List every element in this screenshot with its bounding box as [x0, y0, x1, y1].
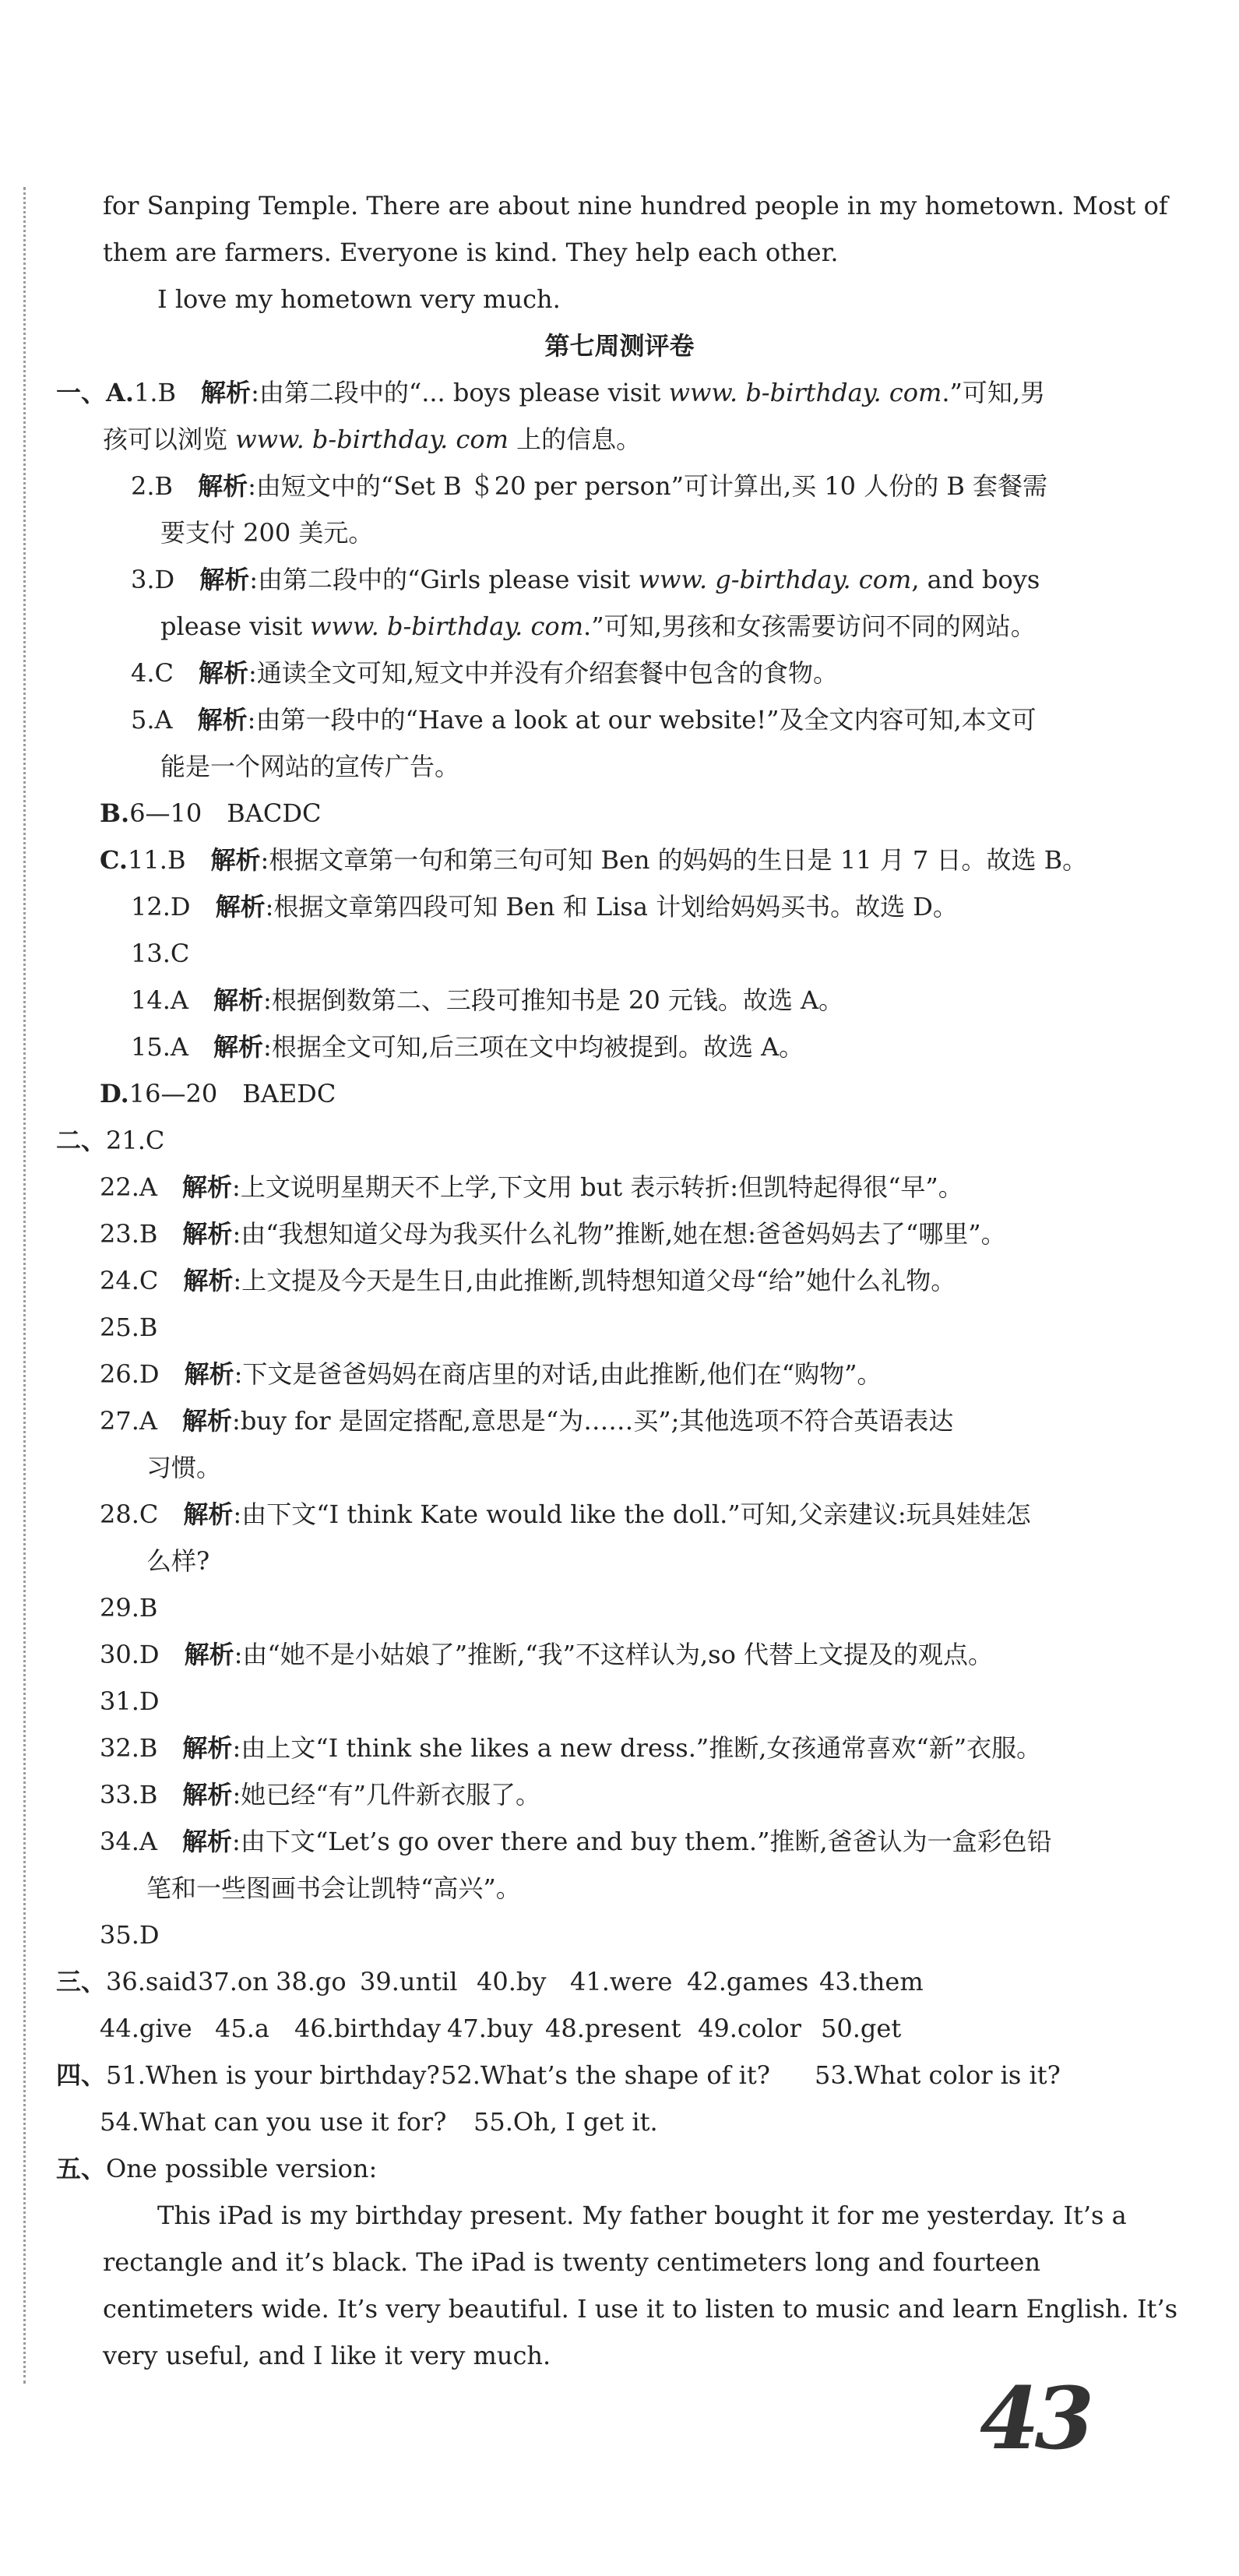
q3-text-b: , and boys: [911, 565, 1040, 594]
part1-b-answers: 6—10 BACDC: [129, 798, 322, 828]
q22-line: [100, 1164, 963, 1210]
q34-tag: 解析: [182, 1827, 233, 1856]
part4-row-2: [100, 2099, 658, 2145]
q12-text: :根据文章第四段可知 Ben 和 Lisa 计划给妈妈买书。故选 D。: [265, 892, 958, 922]
q15-num: 15.A: [131, 1032, 188, 1062]
answer-55: 55.Oh, I get it.: [473, 2107, 658, 2137]
q24-line: [100, 1257, 956, 1304]
q25-line: 25.B: [100, 1313, 158, 1342]
q30-text: :由“她不是小姑娘了”推断,“我”不这样认为,so 代替上文提及的观点。: [234, 1640, 994, 1669]
q26-line: [100, 1351, 882, 1397]
q2-line-2: 要支付 200 美元。: [160, 518, 374, 548]
q29-line: 29.B: [100, 1593, 158, 1623]
intro-line-3: I love my hometown very much.: [157, 284, 561, 314]
q1-line2-a: 孩可以浏览: [103, 425, 236, 454]
q1-url: www. b-birthday. com: [668, 378, 942, 407]
q4-line-1: [131, 650, 838, 696]
q12-line: [131, 883, 958, 930]
q27-line-2: 习惯。: [146, 1453, 222, 1482]
q24-tag: 解析: [183, 1266, 234, 1295]
q22-text: :上文说明星期天不上学,下文用 but 表示转折:但凯特起得很“早”。: [232, 1172, 963, 1202]
q3-tag: 解析: [199, 565, 250, 594]
q5-line-2: 能是一个网站的宣传广告。: [160, 752, 460, 781]
q30-num: 30.D: [100, 1640, 160, 1669]
q1-line-1: [56, 369, 1045, 416]
q33-num: 33.B: [100, 1780, 158, 1810]
answer-37: 37.on: [198, 1967, 269, 1996]
answer-41: 41.were: [570, 1967, 673, 1996]
q21-num: 21.C: [106, 1126, 165, 1155]
q28-tag: 解析: [183, 1499, 234, 1529]
q11-num: 11.B: [128, 845, 186, 875]
answer-38: 38.go: [276, 1967, 347, 1996]
q32-line: [100, 1725, 1041, 1771]
part1-c-label: C.: [100, 845, 128, 875]
q2-tag: 解析: [198, 471, 248, 501]
q2-num: 2.B: [131, 471, 174, 501]
q27-num: 27.A: [100, 1406, 157, 1436]
q35-line: 35.D: [100, 1920, 160, 1950]
q11-line: [100, 837, 1087, 883]
q30-line: [100, 1631, 993, 1678]
q13-line: 13.C: [131, 939, 190, 968]
part3-row-1: [56, 1958, 924, 2005]
q1-line2-b: 上的信息。: [508, 425, 642, 454]
q34-text: :由下文“Let’s go over there and buy them.”推断,爸爸认为一盒彩色铅: [232, 1827, 1052, 1856]
answer-39: 39.until: [360, 1967, 458, 1996]
q28-line-1: [100, 1491, 1031, 1538]
part2-marker: 二、: [56, 1126, 107, 1155]
answer-49: 49.color: [698, 2014, 801, 2043]
part1-a-label: A.: [106, 378, 134, 407]
q1-num: 1.B: [133, 378, 177, 407]
q32-num: 32.B: [100, 1733, 158, 1763]
q4-num: 4.C: [131, 658, 174, 688]
part1-b-label: B.: [100, 798, 130, 828]
q28-text: :由下文“I think Kate would like the doll.”可知,父亲建议:玩具娃娃怎: [233, 1499, 1031, 1529]
q26-num: 26.D: [100, 1359, 160, 1389]
q3-num: 3.D: [131, 565, 175, 594]
essay-line-2: rectangle and it’s black. The iPad is twenty centimeters long and fourteen: [103, 2247, 1041, 2277]
page-number: 43: [980, 2368, 1090, 2469]
answer-54: 54.What can you use it for?: [100, 2107, 447, 2137]
q1-text-b: .”可知,男: [942, 378, 1046, 407]
part5-heading: [56, 2145, 377, 2192]
q1-text-a: :由第二段中的“... boys please visit: [251, 378, 669, 407]
q2-text: :由短文中的“Set B ＄20 per person”可计算出,买 10 人份的 B 套餐需: [248, 471, 1048, 501]
q2-line-1: [131, 463, 1047, 509]
q23-text: :由“我想知道父母为我买什么礼物”推断,她在想:爸爸妈妈去了“哪里”。: [232, 1219, 1006, 1249]
q14-tag: 解析: [213, 985, 264, 1015]
q11-tag: 解析: [210, 845, 261, 875]
q14-line: [131, 977, 843, 1024]
q26-text: :下文是爸爸妈妈在商店里的对话,由此推断,他们在“购物”。: [234, 1359, 882, 1389]
q3-line2-url: www. b-birthday. com: [310, 611, 584, 641]
q3-line-1: [131, 556, 1040, 603]
q1-line2-url: www. b-birthday. com: [235, 425, 509, 454]
q30-tag: 解析: [184, 1640, 234, 1669]
answer-47: 47.buy: [447, 2014, 533, 2043]
q24-text: :上文提及今天是生日,由此推断,凯特想知道父母“给”她什么礼物。: [233, 1266, 956, 1295]
part5-heading-text: One possible version:: [106, 2154, 378, 2183]
q5-line-1: [131, 696, 1037, 743]
q4-text: :通读全文可知,短文中并没有介绍套餐中包含的食物。: [248, 658, 839, 688]
q12-num: 12.D: [131, 892, 191, 922]
answer-53: 53.What color is it?: [815, 2060, 1061, 2090]
q21-line: [56, 1117, 164, 1164]
q3-line-2: [160, 603, 1036, 650]
q33-line: [100, 1771, 540, 1818]
q14-num: 14.A: [131, 985, 188, 1015]
q27-text: :buy for 是固定搭配,意思是“为……买”;其他选项不符合英语表达: [232, 1406, 954, 1436]
answer-44: 44.give: [100, 2014, 192, 2043]
q34-num: 34.A: [100, 1827, 157, 1856]
answer-45: 45.a: [215, 2014, 269, 2043]
q5-num: 5.A: [131, 705, 173, 735]
essay-line-3: centimeters wide. It’s very beautiful. I use it to listen to music and learn English. It’s: [103, 2294, 1178, 2324]
essay-line-1: This iPad is my birthday present. My father bought it for me yesterday. It’s a: [157, 2201, 1127, 2230]
answer-42: 42.games: [687, 1967, 809, 1996]
q27-line-1: [100, 1397, 953, 1444]
part4-row-1: [56, 2052, 1061, 2099]
q12-tag: 解析: [215, 892, 266, 922]
q14-text: :根据倒数第二、三段可推知书是 20 元钱。故选 A。: [263, 985, 844, 1015]
part1-b: [100, 790, 322, 837]
dotted-cut-line: [23, 187, 26, 2384]
q5-text: :由第一段中的“Have a look at our website!”及全文内容可知,本文可: [247, 705, 1037, 735]
q22-tag: 解析: [182, 1172, 233, 1202]
q33-text: :她已经“有”几件新衣服了。: [232, 1780, 540, 1810]
intro-line-2: them are farmers. Everyone is kind. They help each other.: [103, 238, 839, 267]
answer-52: 52.What’s the shape of it?: [441, 2060, 770, 2090]
q34-line-2: 笔和一些图画书会让凯特“高兴”。: [146, 1873, 521, 1903]
q15-text: :根据全文可知,后三项在文中均被提到。故选 A。: [263, 1032, 804, 1062]
q28-line-2: 么样?: [146, 1546, 210, 1576]
q23-num: 23.B: [100, 1219, 158, 1249]
part3-row-2: [100, 2005, 901, 2052]
section-title: 第七周测评卷: [544, 331, 695, 361]
q5-tag: 解析: [197, 705, 248, 735]
intro-line-1: for Sanping Temple. There are about nine hundred people in my hometown. Most of: [103, 191, 1168, 220]
part5-marker: 五、: [56, 2154, 107, 2183]
answer-51: 51.When is your birthday?: [106, 2060, 440, 2090]
part1-d-label: D.: [100, 1079, 129, 1108]
q1-tag: 解析: [201, 378, 252, 407]
q23-tag: 解析: [182, 1219, 233, 1249]
q23-line: [100, 1210, 1006, 1257]
q32-text: :由上文“I think she likes a new dress.”推断,女孩通常喜欢“新”衣服。: [232, 1733, 1042, 1763]
part1-d: [100, 1070, 336, 1117]
part1-d-answers: 16—20 BAEDC: [128, 1079, 336, 1108]
part4-marker: 四、: [56, 2060, 107, 2090]
q28-num: 28.C: [100, 1499, 159, 1529]
answer-46: 46.birthday: [294, 2014, 442, 2043]
answer-50: 50.get: [821, 2014, 902, 2043]
q4-tag: 解析: [199, 658, 249, 688]
answer-43: 43.them: [819, 1967, 924, 1996]
q32-tag: 解析: [182, 1733, 233, 1763]
q3-line2-b: .”可知,男孩和女孩需要访问不同的网站。: [583, 611, 1036, 641]
q1-line-2: [103, 416, 641, 463]
q34-line-1: [100, 1818, 1052, 1865]
answer-48: 48.present: [545, 2014, 681, 2043]
q11-text: :根据文章第一句和第三句可知 Ben 的妈妈的生日是 11 月 7 日。故选 B。: [260, 845, 1088, 875]
q15-line: [131, 1024, 804, 1070]
q24-num: 24.C: [100, 1266, 159, 1295]
q3-text-a: :由第二段中的“Girls please visit: [249, 565, 639, 594]
answer-36: 36.said: [106, 1967, 198, 1996]
q27-tag: 解析: [182, 1406, 233, 1436]
answer-40: 40.by: [477, 1967, 547, 1996]
q15-tag: 解析: [213, 1032, 264, 1062]
q3-url: www. g-birthday. com: [638, 565, 912, 594]
q26-tag: 解析: [184, 1359, 234, 1389]
q33-tag: 解析: [182, 1780, 233, 1810]
q22-num: 22.A: [100, 1172, 157, 1202]
part3-marker: 三、: [56, 1967, 107, 1996]
q31-line: 31.D: [100, 1686, 160, 1716]
part1-marker: 一、: [56, 378, 107, 407]
essay-line-4: very useful, and I like it very much.: [103, 2341, 551, 2370]
q3-line2-a: please visit: [160, 611, 311, 641]
